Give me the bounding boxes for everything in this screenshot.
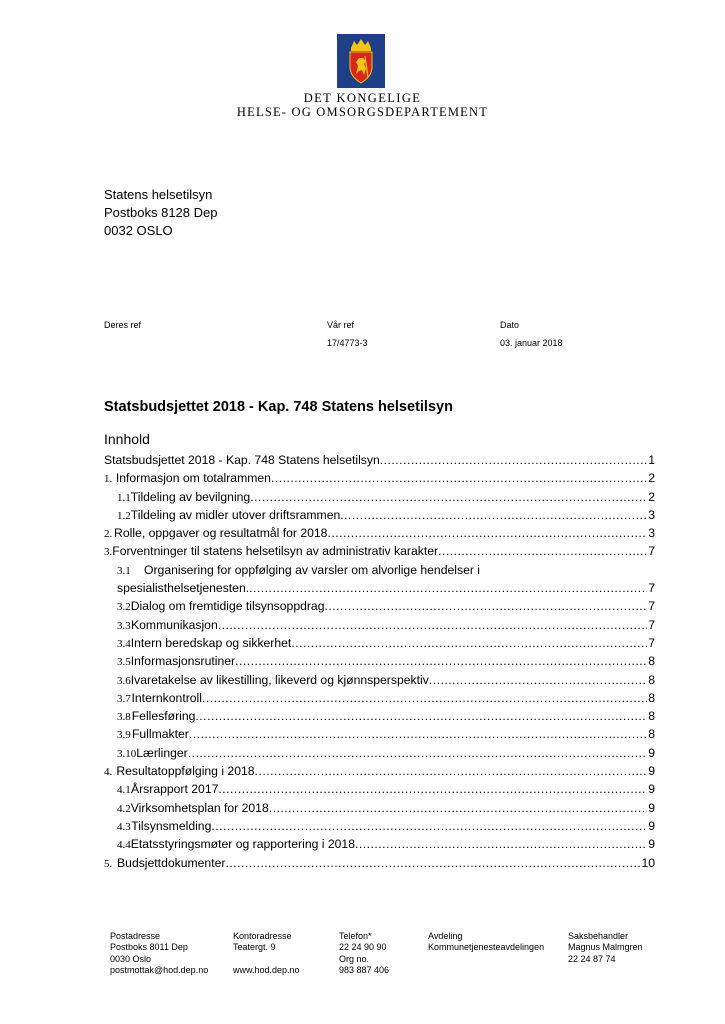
footer-kontoradresse — [233, 931, 300, 977]
toc-entry-page: 8 — [648, 690, 655, 705]
toc-entry-title: Fullmakter — [131, 727, 189, 742]
toc-leader-dots — [250, 488, 647, 506]
toc-entry-number: 4.1 — [117, 784, 131, 797]
toc-entry-page: 2 — [648, 471, 655, 486]
footer-text: 22 24 90 90 — [339, 942, 387, 953]
toc-leader-dots — [271, 469, 647, 487]
toc-leader-dots — [380, 451, 647, 469]
footer-text: 0030 Oslo — [110, 953, 152, 964]
toc-entry-page: 8 — [648, 654, 655, 669]
toc-leader-dots — [291, 634, 647, 652]
footer-avdeling — [428, 931, 544, 954]
toc-entry-title: Lærlinger — [136, 745, 188, 760]
toc-entry-title-continued: spesialisthelsetjenesten. — [117, 581, 250, 596]
toc-entry-number: 3.9 — [117, 729, 131, 742]
toc-entry[interactable] — [104, 561, 655, 579]
footer-text: Kommunetjenesteavdelingen — [428, 942, 545, 953]
footer-text: Telefon* — [339, 931, 372, 941]
toc-entry[interactable] — [104, 451, 655, 469]
toc-entry-number: 4. — [104, 766, 113, 779]
toc-entry-number: 3.8 — [117, 711, 131, 724]
toc-entry-title: Tildeling av bevilgning — [130, 489, 251, 504]
toc-leader-dots — [211, 817, 647, 835]
recipient-address — [104, 186, 217, 240]
toc-entry-number: 1. — [104, 473, 113, 486]
toc-entry[interactable] — [104, 762, 655, 780]
toc-entry-number: 3. — [104, 546, 113, 559]
toc-leader-dots — [255, 762, 648, 780]
toc-leader-dots — [195, 707, 647, 725]
toc-entry-title: Informasjonsrutiner — [130, 654, 236, 669]
toc-entry-title: Virksomhetsplan for 2018 — [130, 800, 269, 815]
footer-text: Postadresse — [110, 931, 161, 941]
toc-entry-title: Statsbudsjettet 2018 - Kap. 748 Statens helsetilsyn — [104, 453, 380, 467]
toc-entry[interactable] — [104, 506, 655, 524]
footer-text: Saksbehandler — [568, 931, 629, 941]
toc-entry[interactable] — [104, 616, 655, 634]
toc-entry-title: Organisering for oppfølging av varsler om alvorlige hendelser i — [144, 562, 480, 577]
toc-entry-number: 3.7 — [117, 692, 131, 705]
toc-entry-title: Tilsynsmelding — [131, 818, 212, 833]
toc-entry-title: Kommunikasjon — [131, 617, 218, 632]
toc-entry[interactable] — [104, 835, 655, 853]
toc-leader-dots — [235, 652, 647, 670]
toc-leader-dots — [188, 744, 647, 762]
toc-entry[interactable] — [104, 689, 655, 707]
toc-entry-page: 9 — [648, 782, 655, 797]
recipient-line: 0032 OSLO — [104, 223, 173, 238]
toc-entry[interactable] — [104, 854, 655, 872]
toc-entry-page: 9 — [648, 837, 655, 852]
toc-entry-page: 7 — [648, 581, 655, 596]
toc-entry-title: Internkontroll — [131, 690, 202, 705]
footer-telefon — [339, 931, 389, 977]
coat-of-arms-icon — [337, 34, 385, 88]
toc-entry-page: 9 — [648, 818, 655, 833]
toc-entry[interactable] — [104, 542, 655, 560]
toc-entry-title: Årsrapport 2017 — [130, 782, 219, 797]
document-title: Statsbudsjettet 2018 - Kap. 748 Statens helsetilsyn — [104, 399, 453, 415]
toc-entry[interactable] — [104, 671, 655, 689]
toc-entry-title: Resultatoppfølging i 2018 — [116, 764, 255, 779]
toc-entry-page: 7 — [648, 599, 655, 614]
toc-entry[interactable] — [104, 817, 655, 835]
toc-heading: Innhold — [104, 431, 150, 447]
toc-entry-number: 3.10 — [117, 747, 137, 760]
footer-text: Kontoradresse — [233, 931, 292, 941]
toc-entry-page: 7 — [648, 635, 655, 650]
department-name-line2: HELSE- OG OMSORGSDEPARTEMENT — [236, 105, 489, 119]
department-name-line1: DET KONGELIGE — [303, 91, 422, 105]
table-of-contents — [104, 451, 655, 872]
toc-entry-page: 8 — [648, 672, 655, 687]
toc-entry-page: 7 — [648, 544, 655, 559]
toc-entry-page: 8 — [648, 709, 655, 724]
toc-entry-title: Tildeling av midler utover driftsrammen — [130, 507, 341, 522]
toc-entry[interactable] — [104, 488, 655, 506]
toc-entry-title: Intern beredskap og sikkerhet — [130, 635, 292, 650]
footer-text — [233, 954, 300, 965]
toc-entry[interactable] — [104, 469, 655, 487]
toc-entry[interactable] — [104, 707, 655, 725]
toc-entry-title: Informasjon om totalrammen — [115, 471, 271, 486]
toc-leader-dots — [355, 835, 647, 853]
var-ref-label: Vår ref — [327, 320, 355, 330]
toc-leader-dots — [429, 671, 647, 689]
toc-entry[interactable] — [104, 597, 655, 615]
toc-entry-continuation[interactable] — [104, 579, 655, 597]
footer-text: Magnus Malmgren — [568, 942, 643, 953]
toc-entry-page: 3 — [648, 526, 655, 541]
toc-entry-number: 4.4 — [117, 839, 131, 852]
deres-ref-label: Deres ref — [104, 320, 142, 330]
toc-entry-number: 3.5 — [117, 656, 131, 669]
footer-text: Teatergt. 9 — [233, 942, 276, 953]
recipient-line: Postboks 8128 Dep — [104, 205, 218, 220]
toc-entry[interactable] — [104, 799, 655, 817]
toc-entry-number: 3.4 — [117, 637, 131, 650]
toc-entry[interactable] — [104, 725, 655, 743]
footer-text: 983 887 406 — [339, 965, 390, 976]
toc-entry-number: 5. — [104, 857, 113, 870]
toc-leader-dots — [327, 524, 647, 542]
footer-postadresse — [110, 931, 208, 977]
toc-entry-number: 1.1 — [117, 491, 131, 504]
toc-entry[interactable] — [104, 524, 655, 542]
toc-entry-number: 3.2 — [117, 601, 131, 614]
toc-entry-number: 2. — [104, 528, 113, 541]
recipient-line: Statens helsetilsyn — [104, 187, 213, 202]
toc-entry-title: Ivaretakelse av likestilling, likeverd og kjønnsperspektiv — [130, 672, 429, 687]
toc-entry-page: 1 — [648, 453, 655, 467]
footer-text: Org no. — [339, 953, 370, 964]
footer-saksbehandler — [568, 931, 643, 965]
toc-entry-page: 7 — [648, 617, 655, 632]
toc-entry-title: Budsjettdokumenter — [117, 855, 226, 870]
toc-entry-title: Dialog om fremtidige tilsynsoppdrag — [130, 599, 325, 614]
toc-leader-dots — [325, 597, 648, 615]
toc-entry-number: 4.3 — [117, 820, 131, 833]
toc-leader-dots — [269, 799, 647, 817]
toc-entry-number: 3.1 — [117, 564, 131, 577]
footer-web-link[interactable]: www.hod.dep.no — [233, 965, 300, 976]
dato-label: Dato — [500, 320, 520, 330]
toc-entry-page: 9 — [648, 800, 655, 815]
toc-leader-dots — [225, 854, 640, 872]
toc-leader-dots — [202, 689, 647, 707]
footer-text: 22 24 87 74 — [568, 953, 616, 964]
toc-entry-number: 3.3 — [117, 619, 131, 632]
toc-leader-dots — [218, 616, 647, 634]
toc-leader-dots — [189, 725, 647, 743]
footer-text: Avdeling — [428, 931, 463, 941]
toc-entry[interactable] — [104, 634, 655, 652]
toc-leader-dots — [340, 506, 647, 524]
toc-entry-number: 3.6 — [117, 674, 131, 687]
toc-entry-page: 3 — [648, 507, 655, 522]
toc-entry[interactable] — [104, 652, 655, 670]
footer-text: Postboks 8011 Dep — [110, 942, 188, 953]
toc-entry-title: Etatsstyringsmøter og rapportering i 2018 — [130, 837, 355, 852]
var-ref-value: 17/4773-3 — [327, 338, 368, 348]
toc-leader-dots — [249, 579, 647, 597]
toc-entry-page: 9 — [648, 764, 655, 779]
toc-entry-page: 8 — [648, 727, 655, 742]
toc-entry-title: Forventninger til statens helsetilsyn av administrativ karakter — [112, 544, 439, 559]
toc-leader-dots — [218, 780, 647, 798]
toc-entry-page: 2 — [648, 489, 655, 504]
toc-entry-number: 1.2 — [117, 509, 131, 522]
toc-entry-number: 4.2 — [117, 802, 131, 815]
dato-value: 03. januar 2018 — [500, 338, 563, 348]
footer-email-link[interactable]: postmottak@hod.dep.no — [110, 965, 209, 976]
toc-entry-title: Fellesføring — [131, 709, 196, 724]
toc-entry-title: Rolle, oppgaver og resultatmål for 2018 — [114, 526, 328, 541]
toc-entry-page: 9 — [648, 745, 655, 760]
toc-entry-page: 10 — [641, 855, 655, 870]
toc-leader-dots — [438, 542, 647, 560]
toc-entry[interactable] — [104, 780, 655, 798]
toc-entry[interactable] — [104, 744, 655, 762]
